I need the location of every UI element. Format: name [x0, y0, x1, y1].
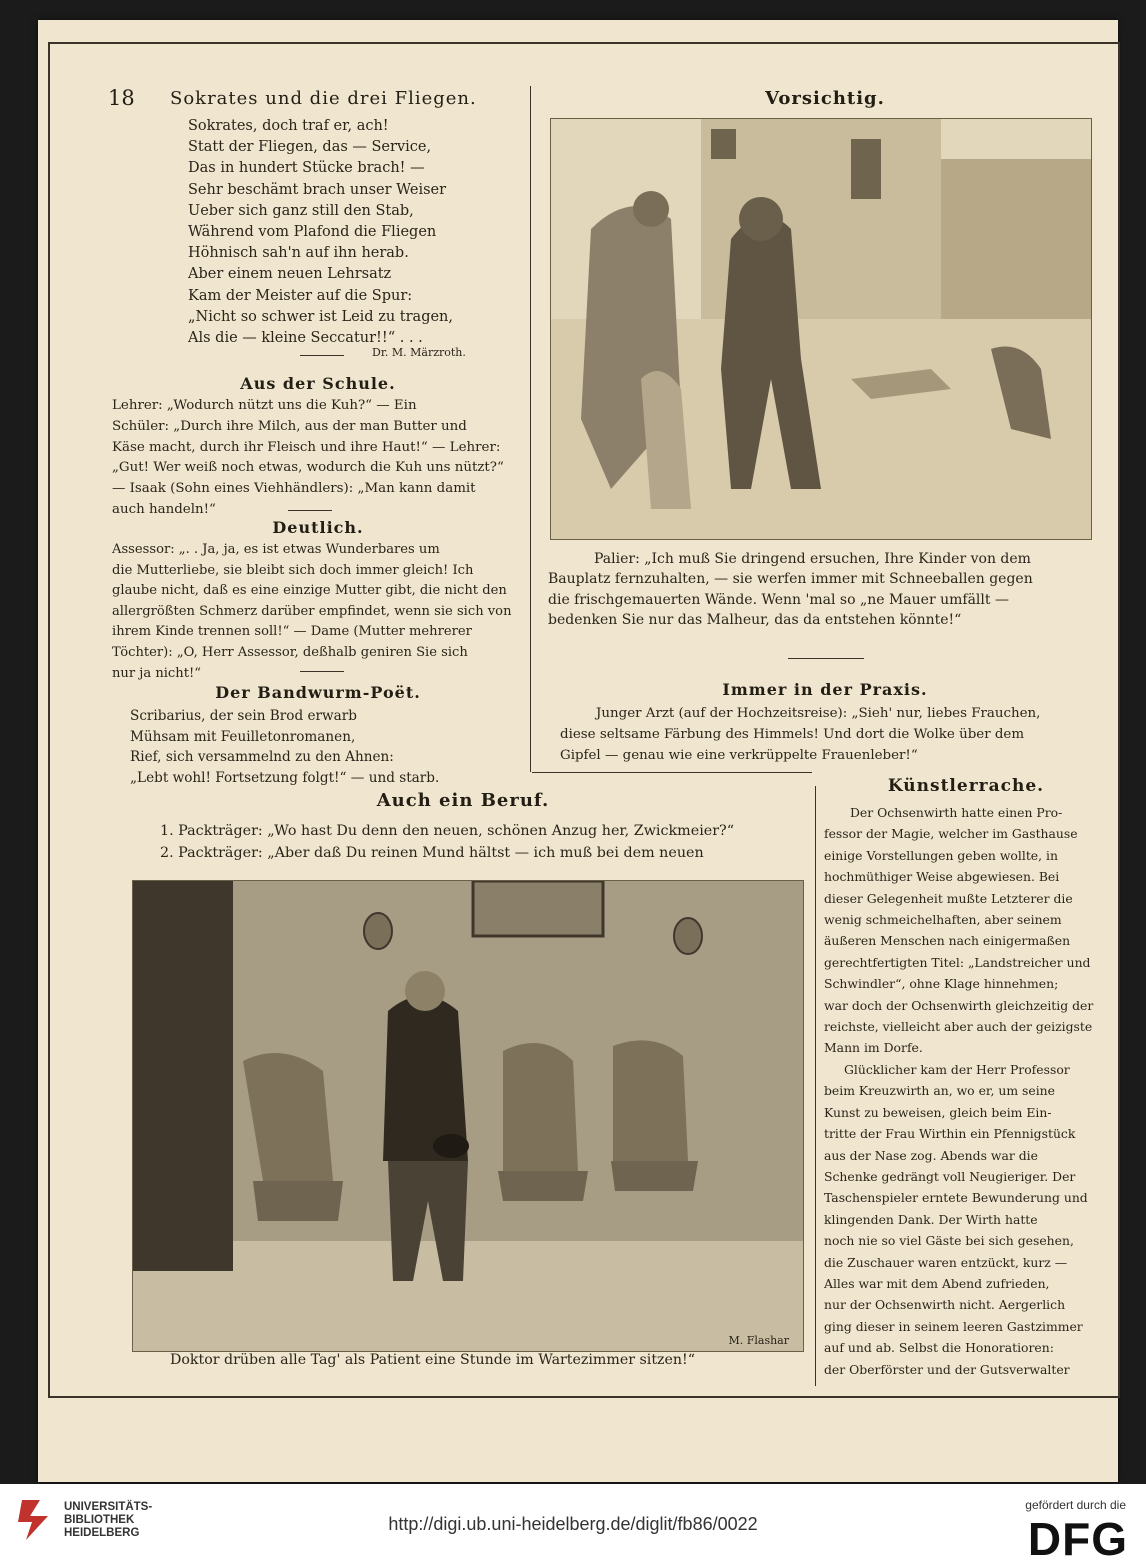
- divider: [300, 671, 344, 672]
- bandwurm-title: Der Bandwurm-Poët.: [215, 683, 421, 702]
- poem-line: Statt der Fliegen, das — Service,: [188, 139, 432, 156]
- text-line: nur ja nicht!“: [112, 665, 201, 681]
- text-line: klingenden Dank. Der Wirth hatte: [824, 1211, 1038, 1227]
- text-line: Glücklicher kam der Herr Professor: [844, 1061, 1070, 1077]
- praxis-text: [560, 703, 1100, 766]
- divider: [788, 658, 864, 659]
- poem-line: „Lebt wohl! Fortsetzung folgt!“ — und starb.: [130, 769, 440, 786]
- text-line: gerechtfertigten Titel: „Landstreicher und: [824, 954, 1091, 970]
- text-line: ihrem Kinde trennen soll!“ — Dame (Mutter mehrerer: [112, 624, 472, 640]
- beruf-title: Auch ein Beruf.: [376, 790, 550, 811]
- schule-text: [112, 396, 532, 521]
- text-line: auch handeln!“: [112, 501, 216, 517]
- text-line: wenig schmeichelhaften, aber seinem: [824, 912, 1062, 928]
- text-line: die Mutterliebe, sie bleibt sich doch immer gleich! Ich: [112, 562, 474, 578]
- waiting-room-illustration: [132, 880, 804, 1352]
- poem-line: „Nicht so schwer ist Leid zu tragen,: [188, 308, 454, 325]
- beruf-caption: Doktor drüben alle Tag' als Patient eine Stunde im Wartezimmer sitzen!“: [170, 1352, 695, 1368]
- beruf-text: [160, 820, 734, 864]
- text-line: beim Kreuzwirth an, wo er, um seine: [824, 1083, 1055, 1099]
- text-line: — Isaak (Sohn eines Viehhändlers): „Man kann damit: [112, 481, 476, 497]
- illustration-drawing: [551, 119, 1091, 539]
- text-line: Der Ochsenwirth hatte einen Pro-: [850, 805, 1063, 820]
- text-line: Lehrer: „Wodurch nützt uns die Kuh?“ — Ein: [112, 398, 417, 413]
- column-divider: [530, 86, 531, 772]
- text-line: glaube nicht, daß es eine einzige Mutter gibt, die nicht den: [112, 583, 507, 599]
- deutlich-title: Deutlich.: [272, 518, 364, 537]
- schule-title: Aus der Schule.: [240, 374, 396, 393]
- text-line: 2. Packträger: „Aber daß Du reinen Mund hältst — ich muß bei dem neuen: [160, 845, 704, 861]
- text-line: bedenken Sie nur das Malheur, das da entstehen könnte!“: [548, 612, 962, 629]
- text-line: Alles war mit dem Abend zufrieden,: [824, 1275, 1050, 1291]
- text-line: Assessor: „. . Ja, ja, es ist etwas Wunderbares um: [112, 542, 440, 557]
- vorsichtig-title: Vorsichtig.: [765, 88, 885, 109]
- text-line: Palier: „Ich muß Sie dringend ersuchen, Ihre Kinder von dem: [594, 551, 1031, 567]
- poem-line: Ueber sich ganz still den Stab,: [188, 202, 414, 219]
- text-line: nur der Ochsenwirth nicht. Aergerlich: [824, 1297, 1066, 1313]
- text-line: dieser Gelegenheit mußte Letzterer die: [824, 890, 1073, 906]
- kuenstlerrache-text: [824, 802, 1106, 1380]
- poem-line: Aber einem neuen Lehrsatz: [188, 266, 392, 283]
- poem-line: Scribarius, der sein Brod erwarb: [130, 708, 357, 724]
- construction-site-illustration: [550, 118, 1092, 540]
- poem-line: Sehr beschämt brach unser Weiser: [188, 181, 447, 198]
- text-line: ging dieser in seinem leeren Gastzimmer: [824, 1318, 1083, 1334]
- text-line: diese seltsame Färbung des Himmels! Und dort die Wolke über dem: [560, 727, 1025, 742]
- dfg-logo: DFG: [1027, 1513, 1128, 1565]
- funded-by-label: gefördert durch die: [1025, 1498, 1126, 1512]
- text-line: Taschenspieler erntete Bewunderung und: [824, 1190, 1088, 1206]
- text-line: Schenke gedrängt voll Neugieriger. Der: [824, 1168, 1076, 1184]
- sokrates-title: Sokrates und die drei Fliegen.: [170, 88, 477, 109]
- text-line: Schüler: „Durch ihre Milch, aus der man Butter und: [112, 418, 467, 434]
- column-divider: [815, 786, 816, 1386]
- text-line: die frischgemauerten Wände. Wenn 'mal so „ne Mauer umfällt —: [548, 591, 1009, 608]
- divider: [288, 510, 332, 511]
- text-line: Mann im Dorfe.: [824, 1040, 923, 1056]
- divider: [532, 772, 812, 773]
- text-line: Töchter): „O, Herr Assessor, deßhalb geniren Sie sich: [112, 644, 468, 660]
- poem-line: Mühsam mit Feuilletonromanen,: [130, 728, 356, 745]
- text-line: fessor der Magie, welcher im Gasthause: [824, 826, 1078, 842]
- text-line: hochmüthiger Weise abgewiesen. Bei: [824, 869, 1060, 885]
- text-line: reichste, vielleicht aber auch der geizigste: [824, 1019, 1093, 1035]
- kuenstlerrache-title: Künstlerrache.: [887, 776, 1045, 796]
- sokrates-author: Dr. M. Märzroth.: [372, 346, 466, 359]
- text-line: der Oberförster und der Gutsverwalter: [824, 1361, 1070, 1377]
- vorsichtig-text: [548, 549, 1104, 631]
- poem-line: Höhnisch sah'n auf ihn herab.: [188, 245, 409, 262]
- text-line: die Zuschauer waren entzückt, kurz —: [824, 1254, 1068, 1270]
- text-line: Käse macht, durch ihr Fleisch und ihre Haut!“ — Lehrer:: [112, 439, 501, 455]
- poem-line: Kam der Meister auf die Spur:: [188, 287, 413, 304]
- poem-line: Als die — kleine Seccatur!!“ . . .: [188, 330, 423, 347]
- text-line: Bauplatz fernzuhalten, — sie werfen immer mit Schneeballen gegen: [548, 571, 1033, 588]
- footer-bar: [0, 1484, 1146, 1567]
- poem-line: Während vom Plafond die Fliegen: [188, 224, 437, 241]
- text-line: 1. Packträger: „Wo hast Du denn den neuen, schönen Anzug her, Zwickmeier?“: [160, 823, 735, 839]
- text-line: auf und ab. Selbst die Honoratioren:: [824, 1340, 1054, 1356]
- sokrates-poem: [188, 116, 453, 349]
- page-number: 18: [108, 86, 135, 110]
- bandwurm-poem: [130, 706, 439, 788]
- text-line: Kunst zu beweisen, gleich beim Ein-: [824, 1104, 1052, 1120]
- text-line: „Gut! Wer weiß noch etwas, wodurch die Kuh uns nützt?“: [112, 460, 504, 476]
- text-line: Gipfel — genau wie eine verkrüppelte Frauenleber!“: [560, 748, 918, 763]
- text-line: allergrößten Schmerz darüber empfindet, wenn sie sich von: [112, 603, 512, 619]
- praxis-title: Immer in der Praxis.: [722, 680, 928, 699]
- text-line: Schwindler“, ohne Klage hinnehmen;: [824, 976, 1059, 992]
- text-line: Junger Arzt (auf der Hochzeitsreise): „Sieh' nur, liebes Frauchen,: [596, 706, 1041, 721]
- text-line: äußeren Menschen nach einigermaßen: [824, 933, 1071, 949]
- university-name: UNIVERSITÄTS- BIBLIOTHEK HEIDELBERG: [64, 1501, 153, 1539]
- document-url-link[interactable]: http://digi.ub.uni-heidelberg.de/diglit/fb86/0022: [388, 1514, 758, 1534]
- poem-line: Sokrates, doch traf er, ach!: [188, 118, 389, 134]
- artist-signature: M. Flashar: [728, 1334, 789, 1347]
- poem-line: Rief, sich versammelnd zu den Ahnen:: [130, 749, 394, 765]
- text-line: tritte der Frau Wirthin ein Pfennigstück: [824, 1126, 1076, 1142]
- text-line: aus der Nase zog. Abends war die: [824, 1147, 1038, 1163]
- deutlich-text: [112, 540, 532, 684]
- text-line: noch nie so viel Gäste bei sich gesehen,: [824, 1233, 1074, 1249]
- illustration-drawing: [133, 881, 803, 1351]
- divider: [300, 355, 344, 356]
- text-line: einige Vorstellungen geben wollte, in: [824, 847, 1058, 863]
- poem-line: Das in hundert Stücke brach! —: [188, 160, 425, 177]
- text-line: war doch der Ochsenwirth gleichzeitig der: [824, 997, 1094, 1013]
